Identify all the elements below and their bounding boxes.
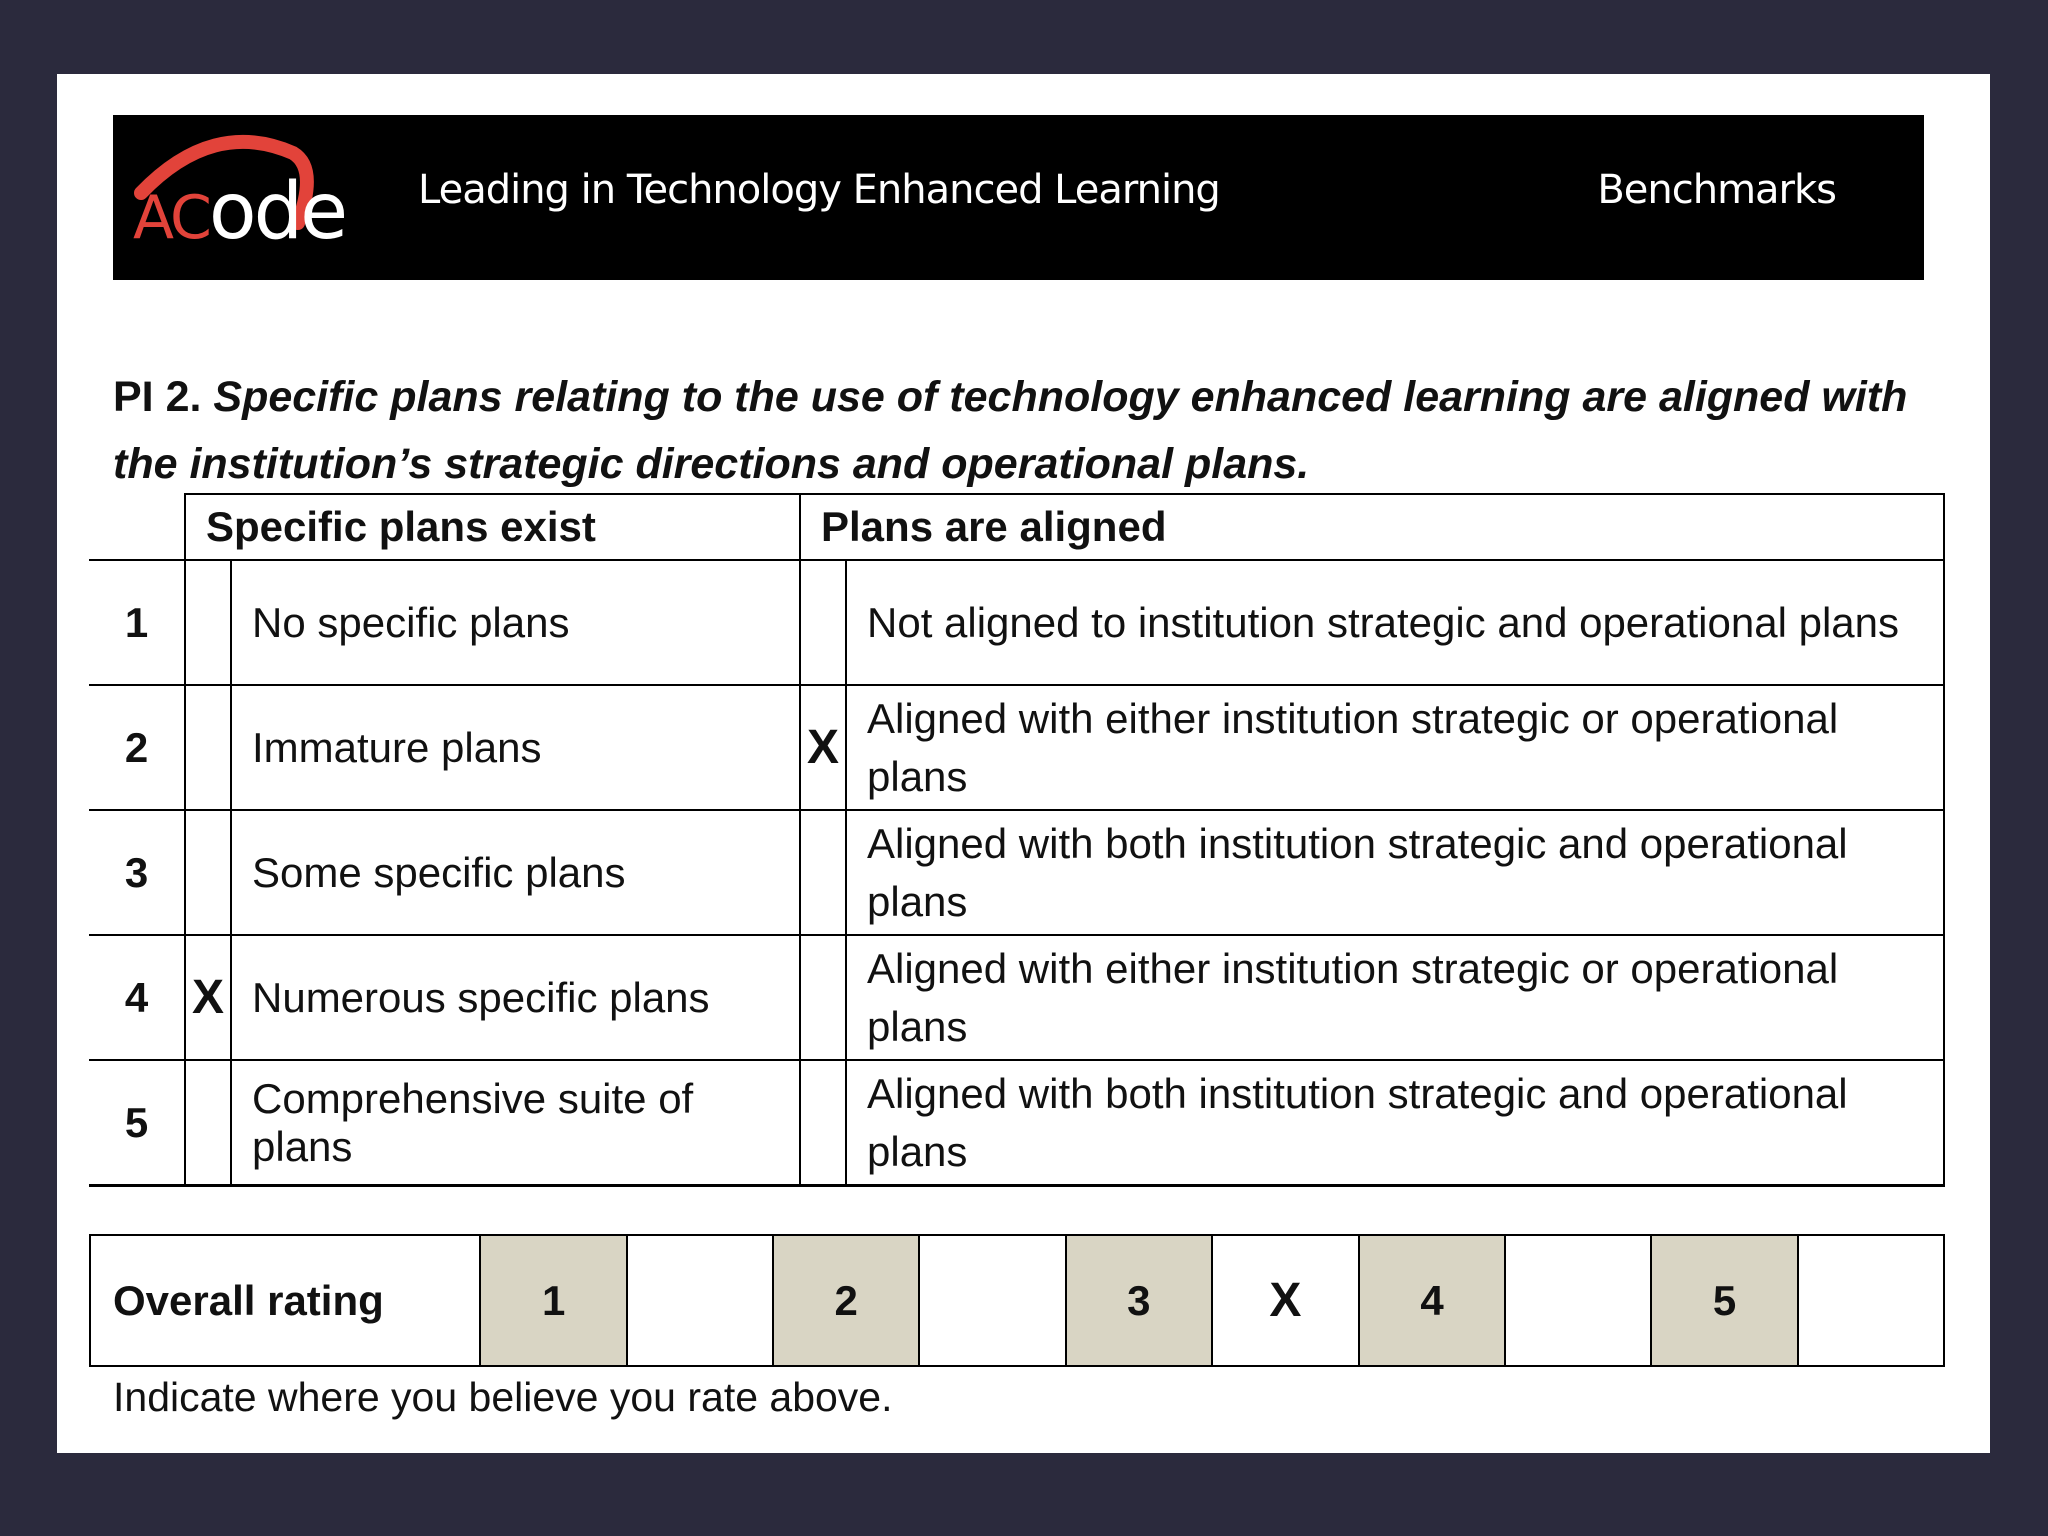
plans-aligned-desc: Not aligned to institution strategic and operational plans: [846, 560, 1944, 685]
page-heading: [113, 364, 1913, 498]
table-header-row: [89, 494, 1944, 560]
plans-aligned-checkbox[interactable]: [800, 935, 846, 1060]
col2-header: Plans are aligned: [800, 494, 1944, 560]
col1-header: Specific plans exist: [185, 494, 800, 560]
header-banner: [113, 115, 1924, 280]
plans-exist-checkbox[interactable]: [185, 685, 231, 810]
header-blank-cell: [89, 494, 185, 560]
row-number: 2: [89, 685, 185, 810]
logo-wordmark: [133, 167, 346, 257]
plans-exist-desc: Immature plans: [231, 685, 800, 810]
plans-exist-checkbox[interactable]: [185, 810, 231, 935]
rating-checkbox[interactable]: [627, 1235, 773, 1366]
heading-text: Specific plans relating to the use of technology enhanced learning are aligned with the institution’s strategic directions and operational plans.: [113, 373, 1908, 488]
rating-number: 3: [1066, 1235, 1213, 1366]
logo-prefix: AC: [133, 183, 209, 253]
row-number: 5: [89, 1060, 185, 1186]
rating-checkbox[interactable]: [1505, 1235, 1651, 1366]
banner-benchmarks-label: Benchmarks: [1597, 167, 1836, 213]
overall-rating-table: [89, 1234, 1945, 1367]
rating-number: 2: [773, 1235, 920, 1366]
plans-exist-checkbox[interactable]: [185, 560, 231, 685]
table-row: [89, 685, 1944, 810]
plans-exist-desc: No specific plans: [231, 560, 800, 685]
table-row: [89, 1060, 1944, 1186]
rating-checkbox[interactable]: [919, 1235, 1065, 1366]
row-number: 3: [89, 810, 185, 935]
rating-row: [90, 1235, 1944, 1366]
plans-aligned-checkbox[interactable]: [800, 560, 846, 685]
rating-checkbox[interactable]: X: [1212, 1235, 1359, 1366]
table-row: [89, 935, 1944, 1060]
plans-aligned-checkbox[interactable]: X: [800, 685, 846, 810]
plans-exist-desc: Comprehensive suite of plans: [231, 1060, 800, 1186]
rating-instruction: Indicate where you believe you rate above.: [113, 1374, 893, 1420]
table-row: [89, 560, 1944, 685]
plans-aligned-desc: Aligned with both institution strategic and operational plans: [846, 810, 1944, 935]
plans-exist-desc: Numerous specific plans: [231, 935, 800, 1060]
slide-page: [57, 74, 1990, 1453]
plans-exist-checkbox[interactable]: X: [185, 935, 231, 1060]
heading-prefix: PI 2.: [113, 373, 202, 421]
plans-aligned-desc: Aligned with both institution strategic and operational plans: [846, 1060, 1944, 1186]
plans-exist-checkbox[interactable]: [185, 1060, 231, 1186]
rating-checkbox[interactable]: [1798, 1235, 1944, 1366]
acode-logo: [123, 123, 353, 273]
overall-rating-label: Overall rating: [90, 1235, 480, 1366]
rating-number: 4: [1359, 1235, 1506, 1366]
rating-number: 1: [480, 1235, 627, 1366]
table-row: [89, 810, 1944, 935]
plans-exist-desc: Some specific plans: [231, 810, 800, 935]
benchmark-table: [89, 493, 1945, 1187]
rating-number: 5: [1651, 1235, 1798, 1366]
plans-aligned-desc: Aligned with either institution strategic or operational plans: [846, 935, 1944, 1060]
plans-aligned-checkbox[interactable]: [800, 1060, 846, 1186]
row-number: 1: [89, 560, 185, 685]
row-number: 4: [89, 935, 185, 1060]
plans-aligned-checkbox[interactable]: [800, 810, 846, 935]
banner-tagline: Leading in Technology Enhanced Learning: [418, 167, 1220, 213]
logo-suffix: ode: [208, 167, 346, 257]
plans-aligned-desc: Aligned with either institution strategic or operational plans: [846, 685, 1944, 810]
